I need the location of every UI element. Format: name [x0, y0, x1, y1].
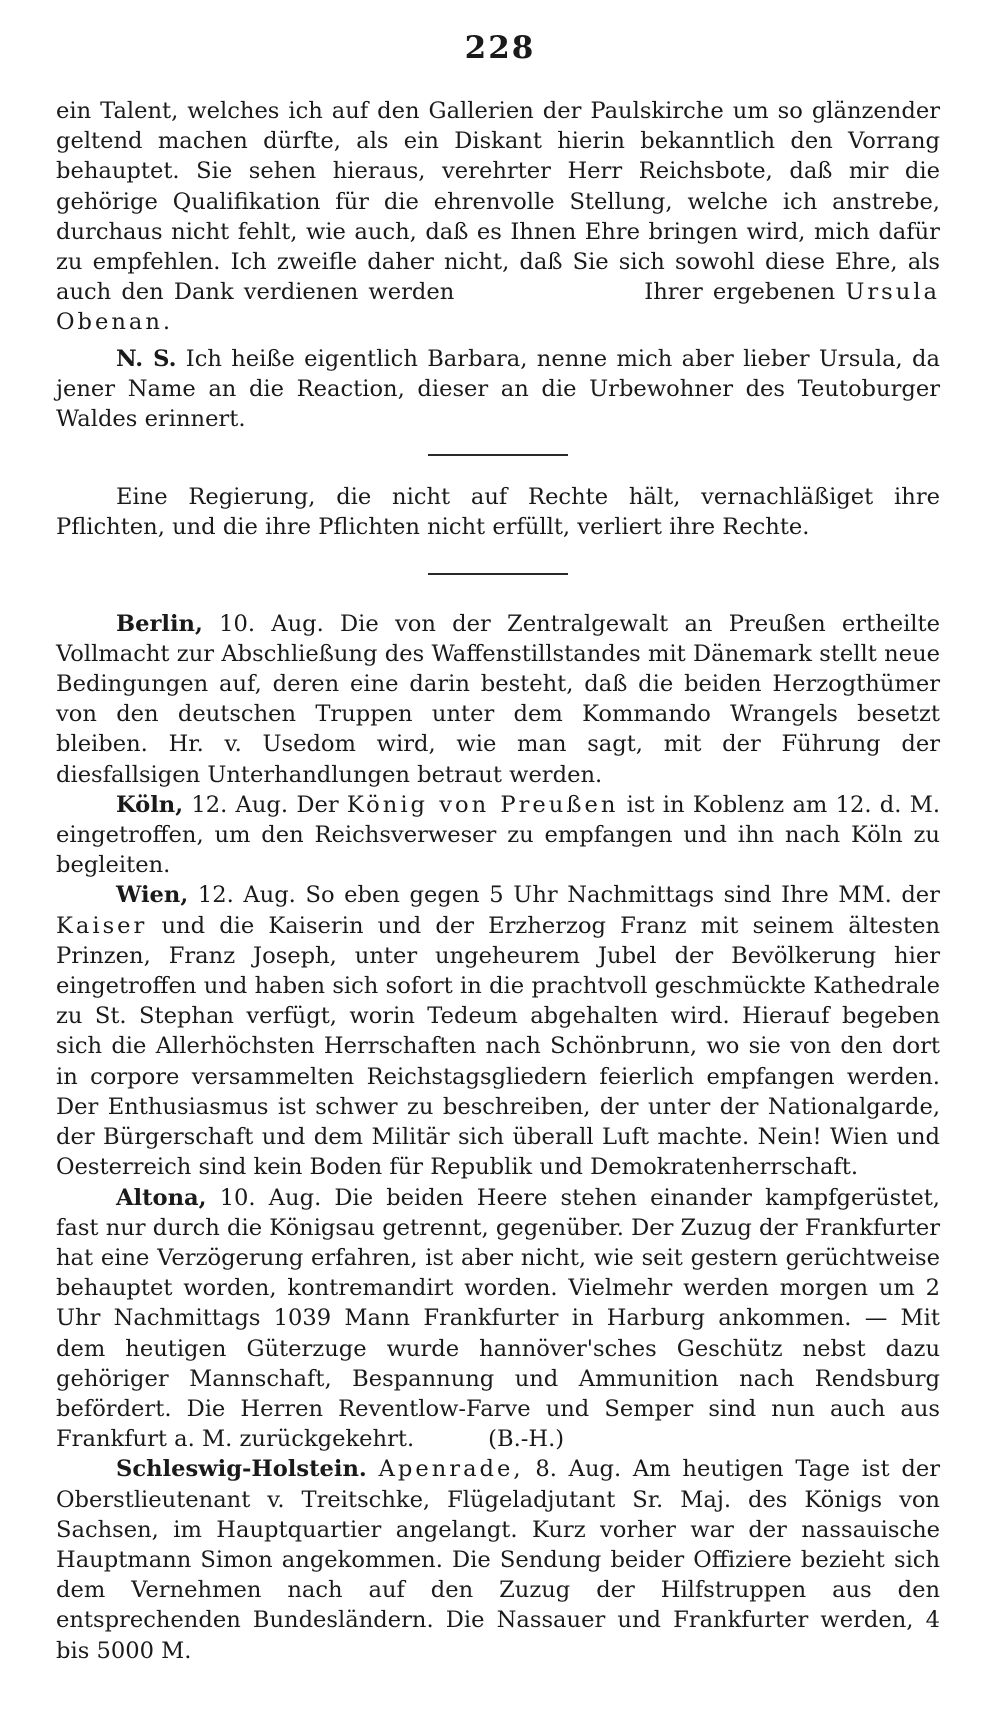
letter-closing: Ihrer ergebenen [644, 279, 836, 306]
news-item-koeln [56, 790, 940, 881]
news-item-schleswig-holstein [56, 1454, 940, 1665]
news-text: Am heutigen Tage ist der Oberstlieutenant v. Treitschke, Flügeladjutant Sr. Maj. des Königs von Sachsen, im Hauptquartier angelangt. Kurz vorher war der nassauische Hauptmann Simon angekommen. Die Sendung beider Offiziere bezieht sich dem Vernehmen nach auf den Zuzug der Hilfstruppen aus den entsprechenden Bundesländern. Die Nassauer und Frankfurter werden, 4 bis 5000 M. [56, 1456, 940, 1664]
letter-body: ein Talent, welches ich auf den Gallerien der Paulskirche um so glänzender geltend machen dürfte, als ein Diskant hierin bekanntlich den Vorrang behauptet. Sie sehen hieraus, verehrter Herr Reichsbote, daß mir die gehörige Qualifikation für die ehrenvolle Stellung, welche ich anstrebe, durchaus nicht fehlt, wie auch, daß es Ihnen Ehre bringen wird, mich dafür zu empfehlen. Ich zweifle daher nicht, daß Sie sich sowohl diese Ehre, als auch den Dank verdienen werden [56, 98, 940, 306]
text-column [56, 96, 940, 1666]
news-emphasis: König von Preußen [346, 791, 619, 818]
news-subplace: Apenrade, [378, 1456, 524, 1483]
news-emphasis: Kaiser [56, 912, 148, 939]
news-source: (B.-H.) [488, 1426, 565, 1453]
news-place: Köln, [116, 791, 184, 818]
section-divider [428, 454, 568, 456]
postscript-label: N. S. [116, 345, 177, 372]
news-item-altona [56, 1183, 940, 1455]
section-divider [428, 573, 568, 575]
news-date: 10. Aug. [219, 610, 324, 637]
news-date: 8. Aug. [535, 1456, 622, 1483]
news-lead: So eben gegen 5 Uhr Nachmittags sind Ihre MM. der [305, 882, 940, 909]
letter-paragraph [56, 96, 940, 338]
news-text: Die beiden Heere stehen einander kampfgerüstet, fast nur durch die Königsau getrennt, gegenüber. Der Zuzug der Frankfurter hat eine Verzögerung erfahren, ist aber nicht, wie seit gestern gerüchtweise behauptet worden, kontremandirt worden. Vielmehr werden morgen um 2 Uhr Nachmittags 1039 Mann Frankfurter in Harburg ankommen. — Mit dem heutigen Güterzuge wurde hannöver'sches Geschütz nebst dazu gehöriger Mannschaft, Bespannung und Ammunition nach Rendsburg befördert. Die Herren Reventlow-Farve und Semper sind nun auch aus Frankfurt a. M. zurückgekehrt. [56, 1184, 940, 1453]
news-text: und die Kaiserin und der Erzherzog Franz mit seinem ältesten Prinzen, Franz Joseph, unter ungeheurem Jubel der Bevölkerung hier eingetroffen und haben sich sofort in die prachtvoll geschmückte Kathedrale zu St. Stephan verfügt, worin Tedeum abgehalten wird. Hierauf begeben sich die Allerhöchsten Herrschaften nach Schönbrunn, wo sie von den dort in corpore versammelten Reichstagsgliedern feierlich empfangen werden. Der Enthusiasmus ist schwer zu beschreiben, der unter der Nationalgarde, der Bürgerschaft und dem Militär sich überall Luft machte. Nein! Wien und Oesterreich sind kein Boden für Republik und Demokratenherrschaft. [56, 912, 940, 1181]
page-number: 228 [464, 30, 536, 66]
news-lead: Der [296, 791, 339, 818]
maxim: Eine Regierung, die nicht auf Rechte hält, vernachläßiget ihre Pflichten, und die ihre Pflichten nicht erfüllt, verliert ihre Rechte. [56, 484, 940, 541]
letter-signature: Ursula Obenan. [56, 279, 940, 336]
news-place: Berlin, [116, 610, 203, 637]
news-place: Schleswig-Holstein. [116, 1456, 367, 1483]
postscript [56, 344, 940, 435]
news-date: 12. Aug. [197, 882, 296, 909]
news-item-wien [56, 880, 940, 1182]
news-date: 12. Aug. [191, 791, 289, 818]
news-place: Altona, [116, 1184, 207, 1211]
news-text: Die von der Zentralgewalt an Preußen ertheilte Vollmacht zur Abschließung des Waffenstillstandes mit Dänemark stellt neue Bedingungen auf, deren eine darin besteht, daß die beiden Herzogthümer von den deutschen Truppen unter dem Kommando Wrangels besetzt bleiben. Hr. v. Usedom wird, wie man sagt, mit der Führung der diesfallsigen Unterhandlungen betraut werden. [56, 610, 940, 788]
news-date: 10. Aug. [219, 1184, 322, 1211]
news-text: ist in Koblenz am 12. d. M. eingetroffen, um den Reichsverweser zu empfangen und ihn nach Köln zu begleiten. [56, 791, 941, 879]
news-item-berlin [56, 609, 940, 790]
postscript-text: Ich heiße eigentlich Barbara, nenne mich aber lieber Ursula, da jener Name an die Reaction, dieser an die Urbewohner des Teutoburger Waldes erinnert. [56, 345, 940, 433]
news-place: Wien, [116, 882, 189, 909]
